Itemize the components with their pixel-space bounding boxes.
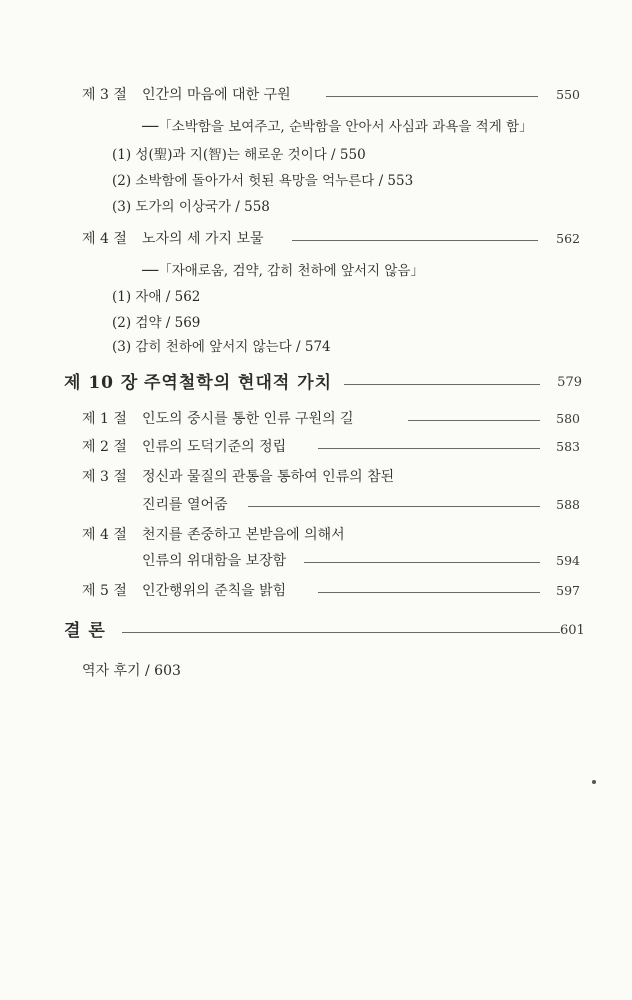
page-number: 594 [556,553,580,568]
section-title: 인류의 도덕기준의 정립 [142,439,287,455]
section-title: 인간의 마음에 대한 구원 [142,87,291,103]
section-label: 제 3 절 [82,469,127,485]
section-label: 제 4 절 [82,527,127,543]
toc-item: (1) 자애 / 562 [112,289,201,305]
section-label: 제 1 절 [82,411,127,427]
page-number: 580 [556,411,580,426]
toc-item: (3) 도가의 이상국가 / 558 [112,199,270,215]
section-title: 인간행위의 준칙을 밝힘 [142,583,287,599]
section-subtitle: ──「소박함을 보여주고, 순박함을 안아서 사심과 과욕을 적게 함」 [142,119,533,135]
toc-item: (2) 소박함에 돌아가서 헛된 욕망을 억누른다 / 553 [112,173,414,189]
page-number: 579 [557,375,582,390]
page-number: 597 [556,583,580,598]
leader-line [292,240,538,241]
section-title: 인도의 중시를 통한 인류 구원의 길 [142,411,354,427]
section-title: 천지를 존중하고 본받음에 의해서 [142,527,345,543]
leader-line [122,632,560,633]
section-title-continued: 인류의 위대함을 보장함 [142,553,287,569]
toc-item: (1) 성(聖)과 지(智)는 해로운 것이다 / 550 [112,147,366,163]
page-number: 601 [560,623,585,638]
section-label: 제 4 절 [82,231,127,247]
leader-line [326,96,538,97]
conclusion-label: 결 론 [64,621,106,641]
leader-line [248,506,540,507]
section-subtitle: ──「자애로움, 검약, 감히 천하에 앞서지 않음」 [142,263,424,279]
section-label: 제 5 절 [82,583,127,599]
page-number: 562 [556,231,580,246]
toc-item: (2) 검약 / 569 [112,315,201,331]
section-title: 정신과 물질의 관통을 통하여 인류의 참된 [142,469,395,485]
leader-line [318,448,540,449]
chapter-title: 주역철학의 현대적 가치 [144,373,333,393]
toc-entry-afterword: 역자 후기 / 603 [82,663,181,679]
leader-line [318,592,540,593]
section-label: 제 2 절 [82,439,127,455]
toc-item: (3) 감히 천하에 앞서지 않는다 / 574 [112,339,331,355]
page-number: 588 [556,497,580,512]
section-title: 노자의 세 가지 보물 [142,231,264,247]
section-title-continued: 진리를 열어줌 [142,497,228,513]
page-number: 583 [556,439,580,454]
leader-line [344,384,540,385]
leader-line [408,420,540,421]
leader-line [304,562,540,563]
ink-speck [592,780,596,784]
section-label: 제 3 절 [82,87,127,103]
page-number: 550 [556,87,580,102]
chapter-label: 제 10 장 [64,373,139,393]
